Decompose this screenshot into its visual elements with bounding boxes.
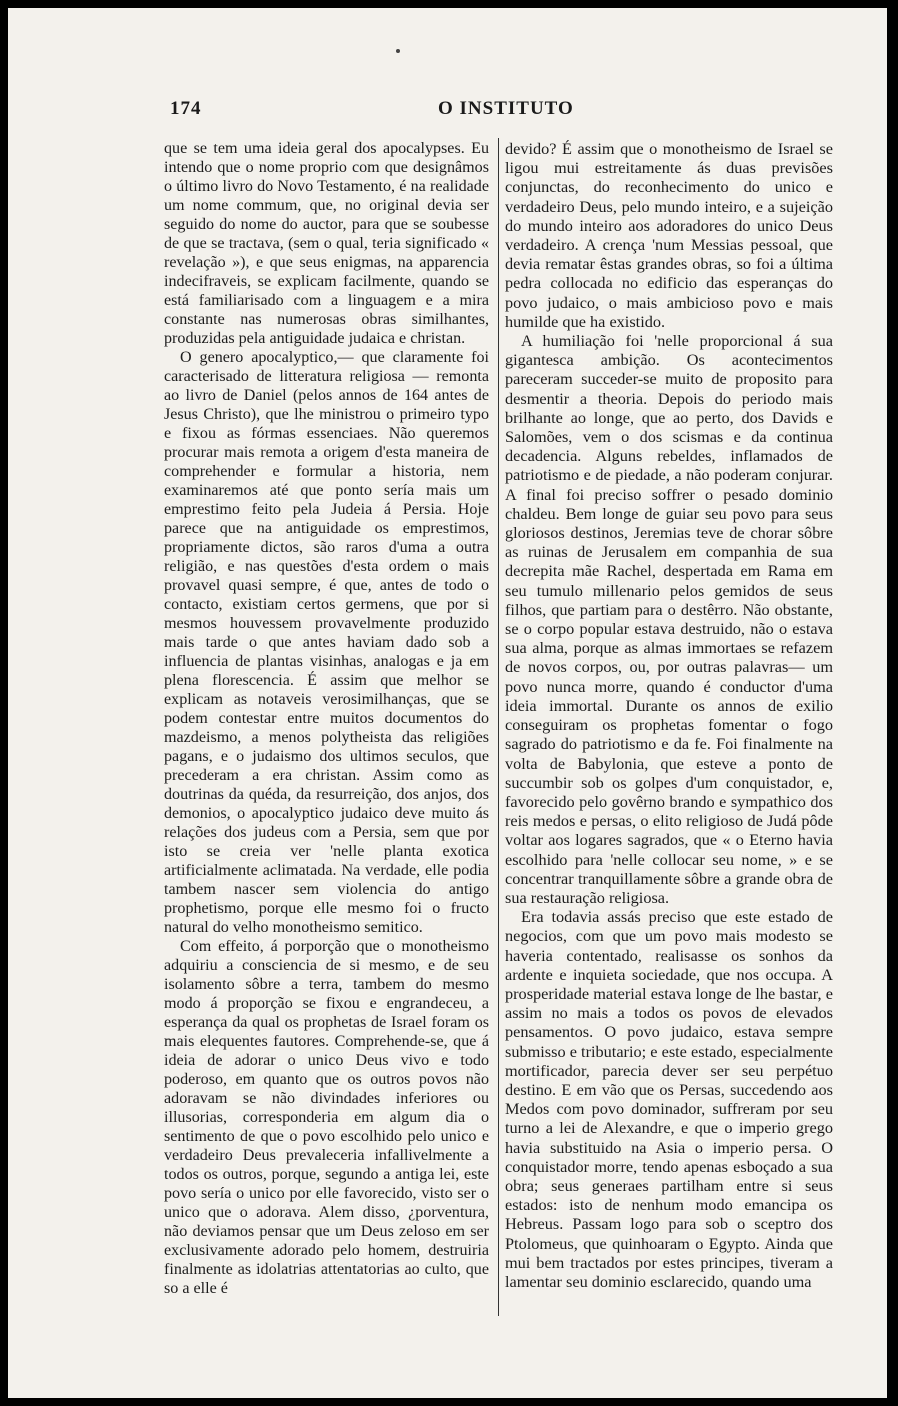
column-divider [498, 138, 499, 1316]
paragraph: que se tem uma ideia geral dos apocalypses. Eu intendo que o nome proprio com que designâmos o último livro do Novo Testamento, é na realidade um nome commum, que, no original devia ser seguido do nome do auctor, para que se soubesse de que se tractava, (sem o qual, teria significado « revelação »), e que seus enigmas, na apparencia indecifraveis, se explicam facilmente, quando se está familiarisado com a linguagem e a mira constante nas numerosas obras similhantes, produzidas pela antiguidade judaica e christan. [164, 140, 489, 347]
book-page [8, 8, 887, 1398]
running-title: O INSTITUTO [438, 98, 574, 119]
paragraph: Com effeito, á porporção que o monotheismo adquiriu a consciencia de si mesmo, e de seu isolamento sôbre a terra, tambem do mesmo modo á proporção se fixou e engrandeceu, a esperança da qual os prophetas de Israel foram os mais elequentes fautores. Comprehende-se, que á ideia de adorar o unico Deus vivo e todo poderoso, em quanto que os outros povos não adoravam se não divindades inferiores ou illusorias, corresponderia em algum dia o sentimento de que o povo escolhido pelo unico e verdadeiro Deus prevaleceria infallivelmente a todos os outros, porque, segundo a antiga lei, este povo sería o unico por elle favorecido, visto ser o unico que o adorava. Alem disso, ¿porventura, não deviamos pensar que um Deus zeloso em ser exclusivamente adorado pelo homem, destruiria finalmente as idolatrias attentatorias ao culto, que so a elle é [164, 938, 489, 1297]
ink-speck [396, 49, 400, 53]
paragraph: A humiliação foi 'nelle proporcional á sua gigantesca ambição. Os acontecimentos pareceram succeder-se muito de proposito para desmentir a theoria. Depois do periodo mais brilhante ao longe, que ao perto, dos Davids e Salomões, vem o dos scismas e da continua decadencia. Alguns rebeldes, inflamados de patriotismo e de piedade, a não poderam conjurar. A final foi preciso soffrer o pesado dominio chaldeu. Bem longe de guiar seu povo para seus gloriosos destinos, Jeremias teve de chorar sôbre as ruinas de Jerusalem em companhia de sua decrepita mãe Rachel, despertada em Rama em seu tumulo millenario pelos gemidos de seus filhos, que partiam para o destêrro. Não obstante, se o corpo popular estava destruido, não o estava sua alma, porque as almas immortaes se refazem de novos corpos, ou, por outras palavras— um povo nunca morre, quando é conductor d'uma ideia immortal. Durante os annos de exilio conseguiram os prophetas fomentar o fogo sagrado do patriotismo e da fe. Foi finalmente na volta de Babylonia, que esteve a ponto de succumbir sob os golpes d'um conquistador, e, favorecido pelo govêrno brando e sympathico dos reis medos e persas, o elito religioso de Judá pôde voltar aos logares sagrados, que « o Eterno havia escolhido para 'nelle collocar seu nome, » e se concentrar tranquillamente sôbre a grande obra de sua restauração religiosa. [505, 331, 833, 907]
right-column [505, 139, 833, 1291]
paragraph: O genero apocalyptico,— que claramente foi caracterisado de litteratura religiosa — remonta ao livro de Daniel (pelos annos de 164 antes de Jesus Christo), que lhe ministrou o primeiro typo e fixou as fórmas essenciaes. Não queremos procurar mais remota a origem d'esta maneira de comprehender e formular a historia, nem examinaremos até que ponto sería mais um emprestimo feito pela Judeia á Persia. Hoje parece que na antiguidade os emprestimos, propriamente dictos, são raros d'uma a outra religião, e nas questões d'esta ordem o mais provavel quasi sempre, é que, antes de todo o contacto, existiam certos germens, que por si mesmos houvessem provavelmente produzido mais tarde o que antes haviam dado sob a influencia de plantas visinhas, analogas e ja em plena florescencia. É assim que melhor se explicam as notaveis verosimilhanças, que se podem contestar entre muitos documentos do mazdeismo, a menos polytheista das religiões pagans, e o judaismo dos ultimos seculos, que precederam a era christan. Assim como as doutrinas da quéda, da resurreição, dos anjos, dos demonios, o apocalyptico judaico deve muito ás relações dos judeus com a Persia, sem que por isto se creia ver 'nelle planta exotica artificialmente aclimatada. Na verdade, elle podia tambem nascer sem violencia do antigo prophetismo, porque elle mesmo foi o fructo natural do velho monotheismo semitico. [164, 349, 489, 936]
page-number: 174 [170, 98, 202, 119]
left-column [164, 139, 489, 1298]
running-header [170, 98, 842, 128]
paragraph: Era todavia assás preciso que este estado de negocios, com que um povo mais modesto se haveria contentado, realisasse os sonhos da ardente e inquieta sociedade, que nos occupa. A prosperidade material estava longe de lhe bastar, e assim no mais a todos os povos de elevados pensamentos. O povo judaico, estava sempre submisso e tributario; e este estado, especialmente mortificador, parecia dever ser seu perpétuo destino. E em vão que os Persas, succedendo aos Medos com povo dominador, suffreram por seu turno a lei de Alexandre, e que o imperio grego havia substituido na Asia o imperio persa. O conquistador morre, tendo apenas esboçado a sua obra; seus generaes partilham entre si seus estados: isto de nenhum modo emancipa os Hebreus. Passam logo para sob o sceptro dos Ptolomeus, que quinhoaram o Egypto. Ainda que mui bem tractados por estes principes, tiveram a lamentar seu dominio esclarecido, quando uma [505, 907, 833, 1291]
paragraph: devido? É assim que o monotheismo de Israel se ligou mui estreitamente ás duas previsões conjunctas, do reconhecimento do unico e verdadeiro Deus, pelo mundo inteiro, e a sujeição do mundo inteiro aos adoradores do unico Deus verdadeiro. A crença 'num Messias pessoal, que devia rematar êstas grandes obras, so foi a última pedra collocada no edificio das esperanças do povo judaico, o mais ambicioso povo e mais humilde que ha existido. [505, 139, 833, 331]
